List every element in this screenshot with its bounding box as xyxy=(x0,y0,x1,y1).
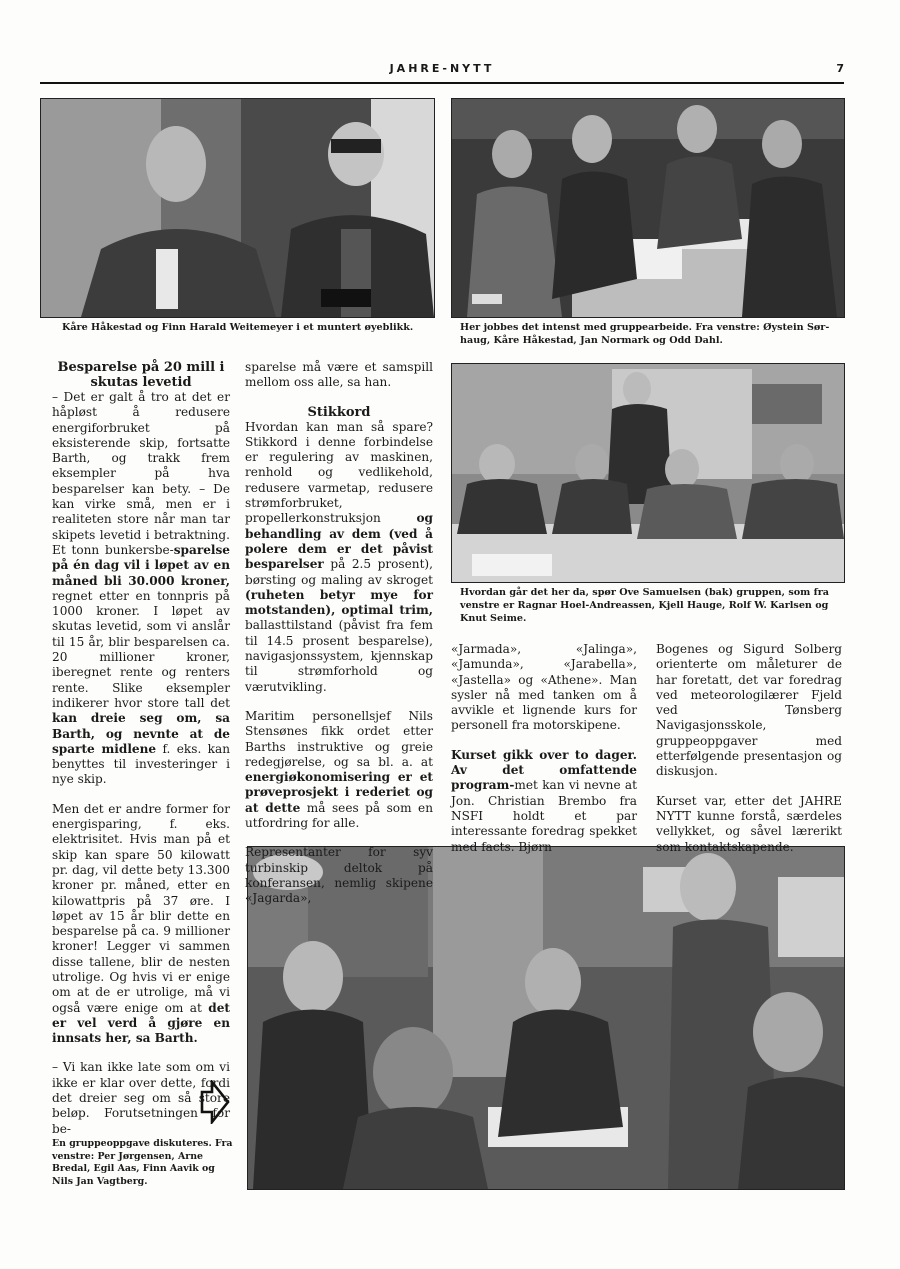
text-run: Maritim personellsjef Nils Stensønes fikk ordet etter Barths instruktive og greie redegjørelse, og sa bl. a. at xyxy=(245,708,433,769)
caption-top-right: Her jobbes det intenst med gruppearbeide. Fra venstre: Øystein Sør-haug, Kåre Håkestad, Jan Normark og Odd Dahl. xyxy=(460,322,830,346)
text-run: Men det er andre former for energisparing, f. eks. elektrisitet. Hvis man på et skip kan spare 50 kilowatt pr. dag, vil dette bety 13.300 kroner pr. måned, etter en kilowattpris på 37 øre. I løpet av 15 år blir dette en besparelse på ca. 9 millioner kroner! Legger vi sammen disse tallene, blir de nesten utrolige. Og hvis vi er enige om at de er utrolige, må vi også være enige om at xyxy=(52,801,230,1015)
col4-paragraph-1: Bogenes og Sigurd Solberg orienterte om måleturer de har foretatt, det var foredrag ved meteorologilærer Fjeld ved Tønsberg Navigasjonsskole, gruppeoppgaver med etterfølgende presentasjon og diskusjon. xyxy=(656,642,842,779)
bold-run: energiøkonomisering er et prøveprosjekt i rederiet og at dette xyxy=(245,770,433,815)
bold-run: sparelse på én dag vil i løpet av en måned bli 30.000 kroner, xyxy=(52,542,230,588)
subheading-stikkord: Stikkord xyxy=(307,404,371,420)
article-column-2 xyxy=(245,360,433,907)
col1-paragraph-2 xyxy=(52,802,230,1047)
bold-run: og behandling av dem (ved å polere dem er det påvist besparelser xyxy=(245,511,433,572)
caption-middle-right: Hvordan går det her da, spør Ove Samuelsen (bak) gruppen, som fra venstre er Ragnar Hoel-Andreassen, Kjell Hauge, Rolf W. Karlsen og Knut Seime. xyxy=(460,587,830,624)
article-column-4 xyxy=(656,642,842,855)
text-run: f. eks. kan benyttes til investeringer i nye skip. xyxy=(52,741,230,787)
bold-run: (ruheten betyr mye for motstanden), optimal trim, xyxy=(245,587,433,618)
text-run: met kan vi nevne at Jon. Christian Brembo fra NSFI holdt et par interessante foredrag spekket med facts. Bjørn xyxy=(451,778,637,854)
bold-run: Kurset gikk over to dager. Av det omfattende program- xyxy=(451,747,637,793)
text-run: må sees på som en utfordring for alle. xyxy=(245,800,433,831)
publication-title: JAHRE-NYTT xyxy=(389,62,495,75)
col1-paragraph-1 xyxy=(52,390,230,788)
col3-paragraph-2 xyxy=(451,748,637,855)
caption-bottom: En gruppeoppgave diskuteres. Fra venstre: Per Jørgensen, Arne Bredal, Egil Aas, Finn Aavik og Nils Jan Vagtberg. xyxy=(52,1138,233,1187)
photo-middle-right xyxy=(451,363,845,583)
col4-paragraph-2: Kurset var, etter det JAHRE NYTT kunne forstå, særdeles vellykket, og såvel lærerikt som kontaktskapende. xyxy=(656,793,842,854)
col2-paragraph-1: sparelse må være et samspill mellom oss alle, sa han. xyxy=(245,360,433,390)
photo-top-right xyxy=(451,98,845,318)
col1-paragraph-3: – Vi kan ikke late som om vi ikke er klar over dette, fordi det dreier seg om så store beløp. Forutsetningen for be- xyxy=(52,1060,230,1136)
text-run: regnet etter en tonnpris på 1000 kroner. I løpet av skutas levetid, som vi anslår til 15 år, blir besparelsen ca. 20 millioner kroner, iberegnet rente og renters rente. Slike eksempler indikerer hvor store tall det xyxy=(52,588,230,710)
col2-paragraph-2 xyxy=(245,420,433,695)
col3-paragraph-1: «Jarmada», «Jalinga», «Jamunda», «Jarabella», «Jastella» og «Athene». Man sysler nå med tanken om å avvikle et lignende kurs for personell fra motorskipene. xyxy=(451,642,637,733)
article-heading: Besparelse på 20 mill i skutas levetid xyxy=(57,360,225,390)
bold-run: det er vel verd å gjøre en innsats her, sa Barth. xyxy=(52,1000,230,1046)
photo-top-left xyxy=(40,98,435,318)
caption-top-left: Kåre Håkestad og Finn Harald Weitemeyer i et muntert øyeblikk. xyxy=(62,322,414,333)
col2-paragraph-4: Representanter for syv turbinskip deltok på konferansen, nemlig skipene «Jagarda», xyxy=(245,845,433,906)
page-header xyxy=(40,62,844,84)
text-run: – Det er galt å tro at det er håpløst å redusere energiforbruket på eksisterende skip, fortsatte Barth, og trakk frem eksempler på hva besparelser kan bety. – De kan virke små, men er i realiteten store når man tar skipets levetid i betraktning. Et tonn bunkersbe- xyxy=(52,390,230,557)
page-number: 7 xyxy=(836,62,844,75)
article-column-3 xyxy=(451,642,637,855)
col2-paragraph-3 xyxy=(245,709,433,831)
article-column-1 xyxy=(52,360,230,1137)
bold-run: kan dreie seg om, sa Barth, og nevnte at de sparte midlene xyxy=(52,711,230,756)
text-run: på 2.5 prosent), børsting og maling av skroget xyxy=(245,557,433,587)
text-run: ballasttilstand (påvist fra fem til 14.5 prosent besparelse), navigasjonssystem, kjennskap til strømforhold og værutvikling. xyxy=(245,618,433,694)
text-run: Hvordan kan man så spare? Stikkord i denne forbindelse er regulering av maskinen, renhold og vedlikehold, redusere varmetap, redusere strømforbruket, propellerkonstruksjon xyxy=(245,419,433,526)
